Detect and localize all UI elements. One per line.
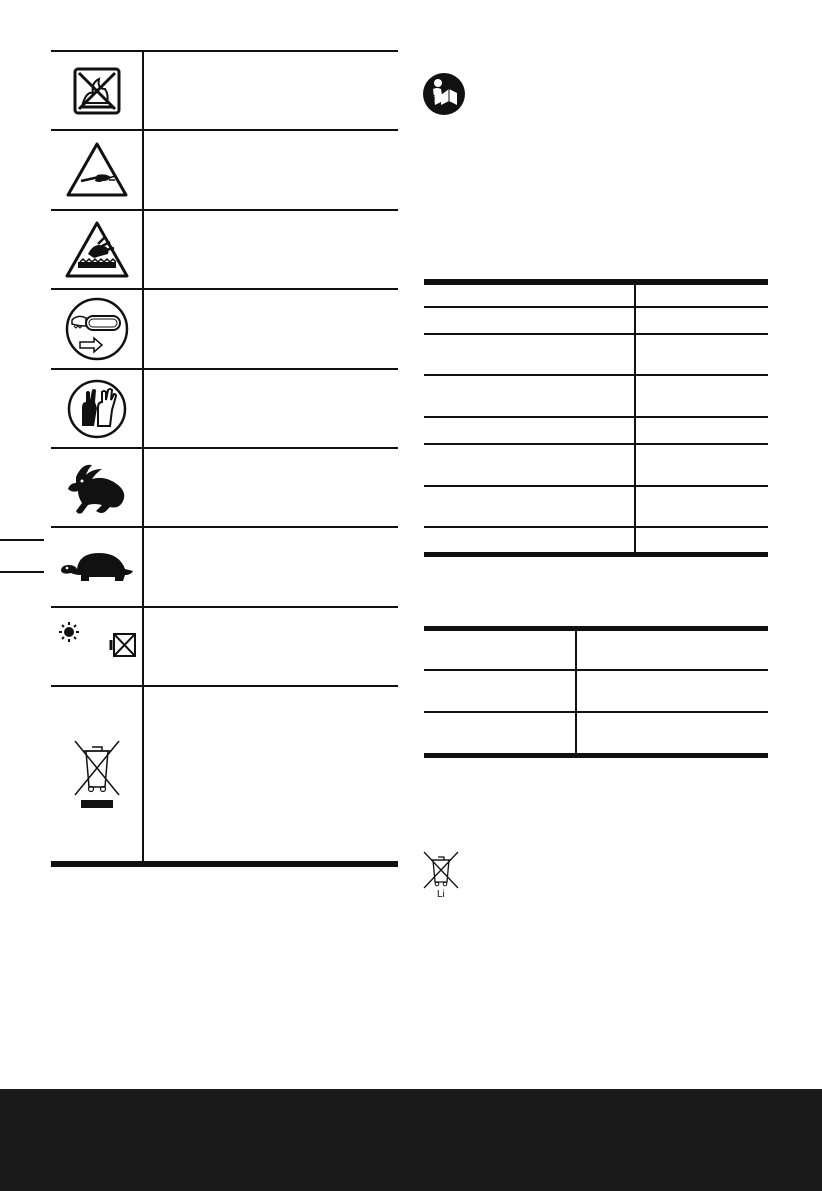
row-divider [424, 374, 768, 376]
row-divider [424, 333, 768, 335]
row-divider [424, 485, 768, 487]
row-divider [424, 711, 768, 713]
section-tab-line [0, 539, 44, 541]
table-column-divider [575, 631, 577, 753]
table-bottom-rule [424, 552, 768, 557]
table-top-rule [424, 626, 768, 631]
sharp-blade-warning-icon [51, 131, 142, 209]
row-divider [424, 416, 768, 418]
row-divider [424, 526, 768, 528]
wear-gloves-icon [51, 370, 142, 447]
fast-speed-rabbit-icon [51, 449, 142, 526]
table-bottom-rule [424, 753, 768, 758]
table-column-divider [634, 285, 636, 553]
row-divider [424, 443, 768, 445]
chain-tension-icon [51, 290, 142, 368]
row-divider [424, 669, 768, 671]
no-fire-icon [51, 52, 142, 129]
table-top-rule [424, 279, 768, 285]
cutting-hazard-warning-icon [51, 211, 142, 288]
page-footer-band [0, 1089, 822, 1191]
weee-disposal-icon [51, 687, 142, 861]
slow-speed-turtle-icon [51, 528, 142, 606]
section-tab-line [0, 571, 44, 573]
table-bottom-rule [51, 861, 398, 867]
table-column-divider [142, 50, 144, 865]
sun-heat-warning-icon [51, 608, 142, 685]
read-manual-icon [420, 70, 468, 118]
svg-text:i: i [433, 94, 436, 103]
battery-disposal-icon [420, 850, 462, 890]
row-divider [424, 306, 768, 308]
battery-li-label: Li [437, 889, 445, 900]
